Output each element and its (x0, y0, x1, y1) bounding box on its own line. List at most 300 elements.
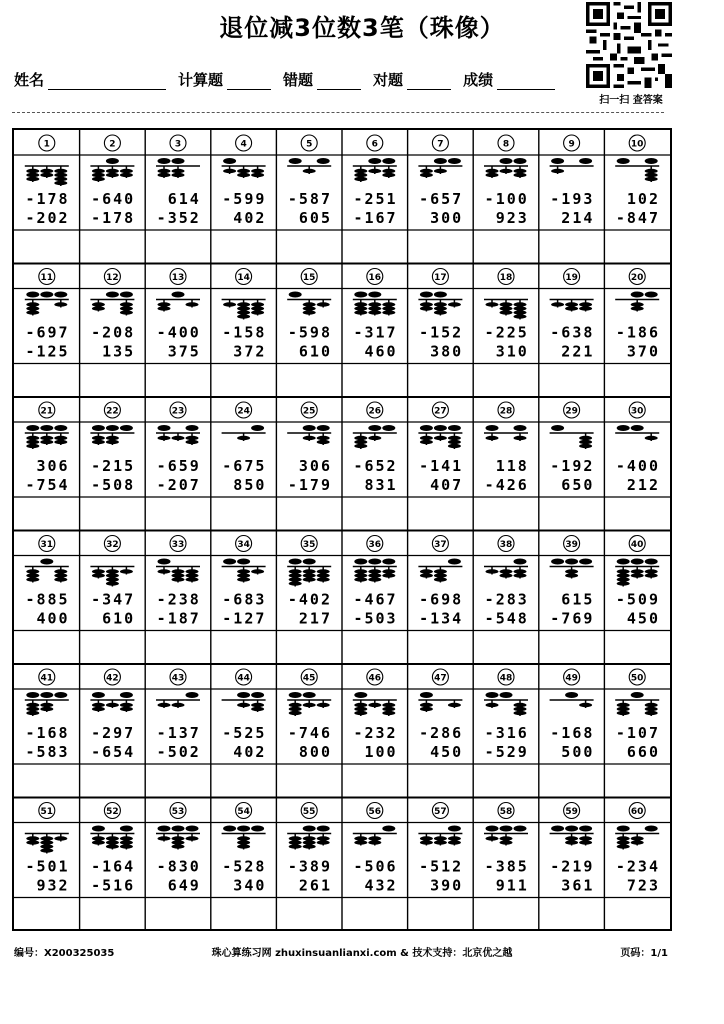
problem-number: 37 (434, 540, 447, 550)
abacus-earth-bead (120, 169, 133, 173)
problem-number: 10 (630, 139, 644, 150)
abacus-earth-bead (289, 711, 302, 715)
answer-box[interactable] (475, 366, 537, 396)
abacus-earth-bead (500, 302, 513, 306)
answer-box[interactable] (82, 633, 144, 663)
abacus-earth-bead (645, 707, 658, 711)
abacus-earth-bead (223, 169, 236, 173)
problem-operand: 372 (233, 342, 267, 361)
abacus-earth-bead (368, 703, 381, 707)
abacus-earth-bead (354, 440, 367, 444)
problem-operand: 932 (36, 876, 70, 895)
abacus-earth-bead (172, 840, 185, 844)
problem-number: 49 (565, 673, 578, 684)
answer-box[interactable] (82, 232, 144, 262)
answer-box[interactable] (344, 766, 406, 796)
abacus-heaven-bead (486, 425, 499, 431)
abacus-earth-bead (645, 569, 658, 573)
abacus-earth-bead (303, 306, 316, 310)
answer-box[interactable] (147, 633, 209, 663)
abacus-earth-bead (26, 436, 39, 440)
abacus-earth-bead (645, 177, 658, 181)
abacus-heaven-bead (354, 692, 367, 698)
abacus-earth-bead (54, 177, 67, 181)
abacus-earth-bead (120, 302, 133, 306)
answer-box[interactable] (278, 900, 340, 930)
abacus-earth-bead (106, 844, 119, 848)
abacus-earth-bead (237, 573, 250, 577)
problem-operand: -127 (222, 609, 267, 628)
answer-box[interactable] (278, 232, 340, 262)
abacus-earth-bead (354, 436, 367, 440)
abacus-earth-bead (382, 306, 395, 310)
problem-number: 36 (368, 540, 382, 550)
abacus-heaven-bead (448, 559, 461, 565)
abacus-earth-bead (565, 569, 578, 573)
problem-operand: -352 (156, 209, 201, 227)
problem-operand: 660 (626, 743, 660, 761)
abacus-earth-bead (303, 310, 316, 314)
problem-number: 53 (171, 807, 185, 817)
answer-box[interactable] (16, 499, 78, 529)
problem-operand: 650 (561, 476, 595, 494)
abacus-earth-bead (354, 707, 367, 711)
abacus-earth-bead (579, 436, 592, 440)
problem-number: 54 (237, 807, 250, 817)
answer-box[interactable] (82, 366, 144, 396)
abacus-earth-bead (172, 836, 185, 840)
abacus-earth-bead (354, 177, 367, 181)
abacus-earth-bead (26, 173, 39, 177)
abacus-earth-bead (40, 848, 53, 852)
problem-operand: -192 (550, 457, 595, 475)
abacus-earth-bead (251, 302, 264, 306)
abacus-heaven-bead (186, 692, 199, 698)
abacus-earth-bead (645, 169, 658, 173)
abacus-earth-bead (500, 310, 513, 314)
answer-box[interactable] (606, 633, 668, 663)
abacus-earth-bead (434, 569, 447, 573)
problem-number: 2 (109, 139, 116, 150)
abacus-earth-bead (382, 569, 395, 573)
answer-box[interactable] (278, 366, 340, 396)
problem-operand: -219 (550, 857, 595, 876)
abacus-earth-bead (303, 703, 316, 707)
answer-box[interactable] (475, 766, 537, 796)
abacus-earth-bead (54, 181, 67, 185)
abacus-heaven-bead (514, 559, 527, 565)
abacus-heaven-bead (551, 158, 564, 164)
problem-number: 34 (237, 540, 250, 550)
abacus-heaven-bead (303, 826, 316, 832)
answer-box[interactable] (82, 766, 144, 796)
problem-number: 1 (43, 139, 50, 150)
footer-site: 珠心算练习网 zhuxinsuanlianxi.com & 技术支持：北京优之越 (211, 948, 513, 959)
abacus-heaven-bead (486, 826, 499, 832)
abacus-heaven-bead (92, 826, 105, 832)
abacus-heaven-bead (303, 559, 316, 565)
problem-number: 40 (630, 540, 644, 550)
problem-number: 43 (171, 673, 185, 684)
abacus-earth-bead (434, 573, 447, 577)
answer-box[interactable] (410, 366, 472, 396)
abacus-heaven-bead (631, 559, 644, 565)
abacus-earth-bead (500, 569, 513, 573)
problem-operand: -746 (287, 724, 332, 742)
abacus-heaven-bead (514, 158, 527, 164)
abacus-earth-bead (317, 573, 330, 577)
answer-box[interactable] (606, 499, 668, 529)
abacus-earth-bead (551, 169, 564, 173)
abacus-earth-bead (40, 169, 53, 173)
abacus-earth-bead (448, 436, 461, 440)
abacus-heaven-bead (434, 425, 447, 431)
abacus-heaven-bead (382, 559, 395, 565)
abacus-earth-bead (54, 436, 67, 440)
answer-box[interactable] (82, 499, 144, 529)
problem-operand: 102 (626, 190, 660, 208)
abacus-heaven-bead (303, 425, 316, 431)
abacus-heaven-bead (172, 826, 185, 832)
abacus-earth-bead (289, 836, 302, 840)
abacus-earth-bead (420, 703, 433, 707)
abacus-earth-bead (106, 436, 119, 440)
score-input-line[interactable] (497, 71, 555, 90)
answer-box[interactable] (410, 499, 472, 529)
abacus-earth-bead (434, 436, 447, 440)
problem-operand: -698 (419, 590, 464, 609)
problem-operand: -400 (615, 457, 660, 475)
abacus-earth-bead (237, 436, 250, 440)
answer-box[interactable] (410, 900, 472, 930)
abacus-heaven-bead (317, 425, 330, 431)
abacus-earth-bead (579, 840, 592, 844)
name-input-line[interactable] (48, 71, 166, 90)
problem-operand: -402 (287, 590, 332, 609)
answer-box[interactable] (16, 366, 78, 396)
abacus-earth-bead (486, 436, 499, 440)
answer-box[interactable] (541, 633, 603, 663)
abacus-earth-bead (54, 569, 67, 573)
problem-operand: -234 (615, 857, 660, 876)
abacus-heaven-bead (172, 292, 185, 298)
abacus-earth-bead (158, 173, 171, 177)
abacus-earth-bead (565, 836, 578, 840)
abacus-earth-bead (251, 569, 264, 573)
qr-caption: 扫一扫 查答案 (599, 95, 663, 106)
abacus-earth-bead (40, 844, 53, 848)
answer-box[interactable] (16, 633, 78, 663)
answer-box[interactable] (278, 499, 340, 529)
answer-box[interactable] (344, 499, 406, 529)
abacus-earth-bead (579, 440, 592, 444)
abacus-earth-bead (92, 306, 105, 310)
answer-box[interactable] (213, 232, 275, 262)
problem-operand: -548 (484, 609, 529, 628)
abacus-earth-bead (92, 703, 105, 707)
problem-operand: 615 (561, 590, 595, 609)
abacus-heaven-bead (565, 826, 578, 832)
answer-box[interactable] (541, 366, 603, 396)
abacus-heaven-bead (631, 425, 644, 431)
problem-operand: -168 (25, 724, 70, 742)
abacus-heaven-bead (617, 826, 630, 832)
answer-box[interactable] (410, 633, 472, 663)
abacus-heaven-bead (106, 158, 119, 164)
problem-number: 9 (568, 139, 575, 150)
answer-box[interactable] (541, 232, 603, 262)
problem-operand: -193 (550, 190, 595, 208)
abacus-heaven-bead (317, 826, 330, 832)
answer-box[interactable] (147, 499, 209, 529)
answer-box[interactable] (606, 766, 668, 796)
answer-box[interactable] (213, 366, 275, 396)
answer-box[interactable] (475, 232, 537, 262)
abacus-earth-bead (579, 836, 592, 840)
problem-operand: -316 (484, 724, 529, 742)
answer-box[interactable] (344, 633, 406, 663)
abacus-earth-bead (106, 440, 119, 444)
problem-number: 59 (565, 807, 578, 817)
answer-box[interactable] (278, 633, 340, 663)
answer-box[interactable] (213, 766, 275, 796)
abacus-earth-bead (617, 844, 630, 848)
answer-box[interactable] (16, 766, 78, 796)
problem-number: 41 (40, 673, 54, 684)
answer-box[interactable] (213, 900, 275, 930)
answer-box[interactable] (541, 766, 603, 796)
abacus-earth-bead (420, 573, 433, 577)
abacus-earth-bead (486, 836, 499, 840)
answer-box[interactable] (606, 366, 668, 396)
answer-box[interactable] (147, 366, 209, 396)
abacus-earth-bead (40, 840, 53, 844)
abacus-heaven-bead (251, 826, 264, 832)
total-input-line[interactable] (227, 71, 271, 90)
abacus-earth-bead (631, 840, 644, 844)
abacus-earth-bead (645, 711, 658, 715)
abacus-earth-bead (579, 703, 592, 707)
abacus-earth-bead (237, 840, 250, 844)
problem-number: 14 (237, 273, 250, 283)
problem-operand: -509 (615, 590, 660, 609)
problem-operand: -141 (419, 457, 464, 475)
answer-box[interactable] (475, 900, 537, 930)
answer-box[interactable] (606, 232, 668, 262)
answer-box[interactable] (541, 900, 603, 930)
abacus-heaven-bead (551, 559, 564, 565)
abacus-earth-bead (303, 302, 316, 306)
abacus-earth-bead (289, 844, 302, 848)
abacus-earth-bead (500, 573, 513, 577)
problem-grid (12, 128, 672, 931)
abacus-earth-bead (26, 577, 39, 581)
answer-box[interactable] (475, 633, 537, 663)
abacus-earth-bead (237, 314, 250, 318)
abacus-earth-bead (26, 177, 39, 181)
abacus-earth-bead (420, 436, 433, 440)
answer-box[interactable] (213, 499, 275, 529)
problem-operand: -297 (91, 724, 136, 742)
abacus-earth-bead (500, 836, 513, 840)
abacus-heaven-bead (303, 692, 316, 698)
problem-number: 27 (434, 406, 447, 417)
problem-operand: 450 (626, 609, 660, 628)
abacus-earth-bead (434, 577, 447, 581)
problem-operand: -152 (419, 323, 464, 342)
answer-box[interactable] (213, 633, 275, 663)
answer-box[interactable] (82, 900, 144, 930)
abacus-earth-bead (579, 444, 592, 448)
abacus-earth-bead (186, 569, 199, 573)
abacus-earth-bead (120, 310, 133, 314)
abacus-earth-bead (251, 169, 264, 173)
problem-operand: -134 (419, 609, 464, 628)
abacus-earth-bead (92, 707, 105, 711)
abacus-earth-bead (617, 711, 630, 715)
problem-operand: -347 (91, 590, 136, 609)
problem-operand: 380 (430, 342, 464, 361)
problem-operand: 500 (561, 743, 595, 761)
abacus-earth-bead (106, 577, 119, 581)
abacus-earth-bead (251, 703, 264, 707)
abacus-earth-bead (120, 836, 133, 840)
problem-operand: 340 (233, 876, 267, 895)
answer-box[interactable] (16, 232, 78, 262)
abacus-heaven-bead (120, 692, 133, 698)
abacus-earth-bead (354, 302, 367, 306)
abacus-earth-bead (317, 302, 330, 306)
footer-code: 编号：X200325035 (14, 948, 115, 959)
abacus-earth-bead (514, 173, 527, 177)
field-label-score: 成绩 (463, 71, 494, 89)
problem-number: 39 (565, 540, 578, 550)
abacus-earth-bead (617, 581, 630, 585)
abacus-heaven-bead (420, 425, 433, 431)
answer-box[interactable] (475, 499, 537, 529)
right-input-line[interactable] (407, 71, 451, 90)
answer-box[interactable] (410, 766, 472, 796)
problem-operand: -528 (222, 857, 267, 876)
problem-operand: 723 (626, 876, 660, 895)
abacus-heaven-bead (289, 292, 302, 298)
abacus-earth-bead (631, 573, 644, 577)
abacus-earth-bead (645, 173, 658, 177)
problem-operand: 214 (561, 209, 595, 227)
problem-operand: -283 (484, 590, 529, 609)
abacus-earth-bead (486, 173, 499, 177)
abacus-heaven-bead (120, 425, 133, 431)
problem-operand: -754 (25, 476, 70, 494)
wrong-input-line[interactable] (317, 71, 361, 90)
abacus-earth-bead (303, 840, 316, 844)
abacus-earth-bead (434, 836, 447, 840)
problem-operand: -587 (287, 190, 332, 208)
abacus-earth-bead (434, 310, 447, 314)
answer-box[interactable] (344, 366, 406, 396)
problem-operand: -638 (550, 323, 595, 342)
qr-code-icon (586, 2, 672, 88)
abacus-earth-bead (289, 573, 302, 577)
abacus-earth-bead (120, 306, 133, 310)
abacus-heaven-bead (631, 692, 644, 698)
abacus-earth-bead (106, 569, 119, 573)
abacus-earth-bead (486, 169, 499, 173)
abacus-heaven-bead (579, 826, 592, 832)
problem-operand: -385 (484, 857, 529, 876)
problem-number: 33 (171, 540, 185, 550)
abacus-earth-bead (237, 836, 250, 840)
abacus-earth-bead (514, 436, 527, 440)
problem-operand: -286 (419, 724, 464, 742)
abacus-earth-bead (237, 306, 250, 310)
problem-number: 24 (237, 406, 250, 417)
problem-operand: -657 (419, 190, 464, 208)
abacus-heaven-bead (617, 425, 630, 431)
problem-operand: 649 (167, 876, 201, 895)
problem-operand: -697 (25, 323, 70, 342)
abacus-earth-bead (486, 302, 499, 306)
abacus-heaven-bead (434, 292, 447, 298)
abacus-earth-bead (354, 569, 367, 573)
abacus-earth-bead (354, 703, 367, 707)
abacus-earth-bead (368, 569, 381, 573)
abacus-earth-bead (382, 173, 395, 177)
answer-box[interactable] (147, 900, 209, 930)
answer-box[interactable] (147, 232, 209, 262)
abacus-earth-bead (382, 703, 395, 707)
abacus-earth-bead (26, 840, 39, 844)
abacus-heaven-bead (579, 559, 592, 565)
problem-number: 17 (434, 273, 447, 283)
problem-operand: 610 (298, 342, 332, 361)
problem-number: 52 (106, 807, 119, 817)
problem-operand: 306 (36, 457, 70, 475)
abacus-earth-bead (448, 703, 461, 707)
abacus-heaven-bead (368, 292, 381, 298)
problem-operand: -186 (615, 323, 660, 342)
abacus-heaven-bead (354, 292, 367, 298)
answer-box[interactable] (16, 900, 78, 930)
answer-box[interactable] (541, 499, 603, 529)
abacus-earth-bead (172, 169, 185, 173)
abacus-earth-bead (54, 169, 67, 173)
abacus-earth-bead (448, 302, 461, 306)
answer-box[interactable] (344, 900, 406, 930)
answer-box[interactable] (410, 232, 472, 262)
problem-operand: -599 (222, 190, 267, 208)
abacus-earth-bead (354, 573, 367, 577)
abacus-earth-bead (354, 711, 367, 715)
abacus-earth-bead (26, 444, 39, 448)
abacus-heaven-bead (551, 826, 564, 832)
problem-number: 4 (240, 139, 247, 150)
field-label-name: 姓名 (14, 71, 45, 89)
abacus-earth-bead (500, 840, 513, 844)
problem-operand: -467 (353, 590, 398, 609)
problem-operand: -100 (484, 190, 529, 208)
answer-box[interactable] (344, 232, 406, 262)
problem-operand: 610 (102, 609, 136, 628)
answer-box[interactable] (606, 900, 668, 930)
problem-operand: 923 (495, 209, 529, 227)
abacus-earth-bead (368, 840, 381, 844)
answer-box[interactable] (278, 766, 340, 796)
abacus-heaven-bead (26, 292, 39, 298)
answer-box[interactable] (147, 766, 209, 796)
abacus-heaven-bead (251, 425, 264, 431)
abacus-earth-bead (434, 306, 447, 310)
